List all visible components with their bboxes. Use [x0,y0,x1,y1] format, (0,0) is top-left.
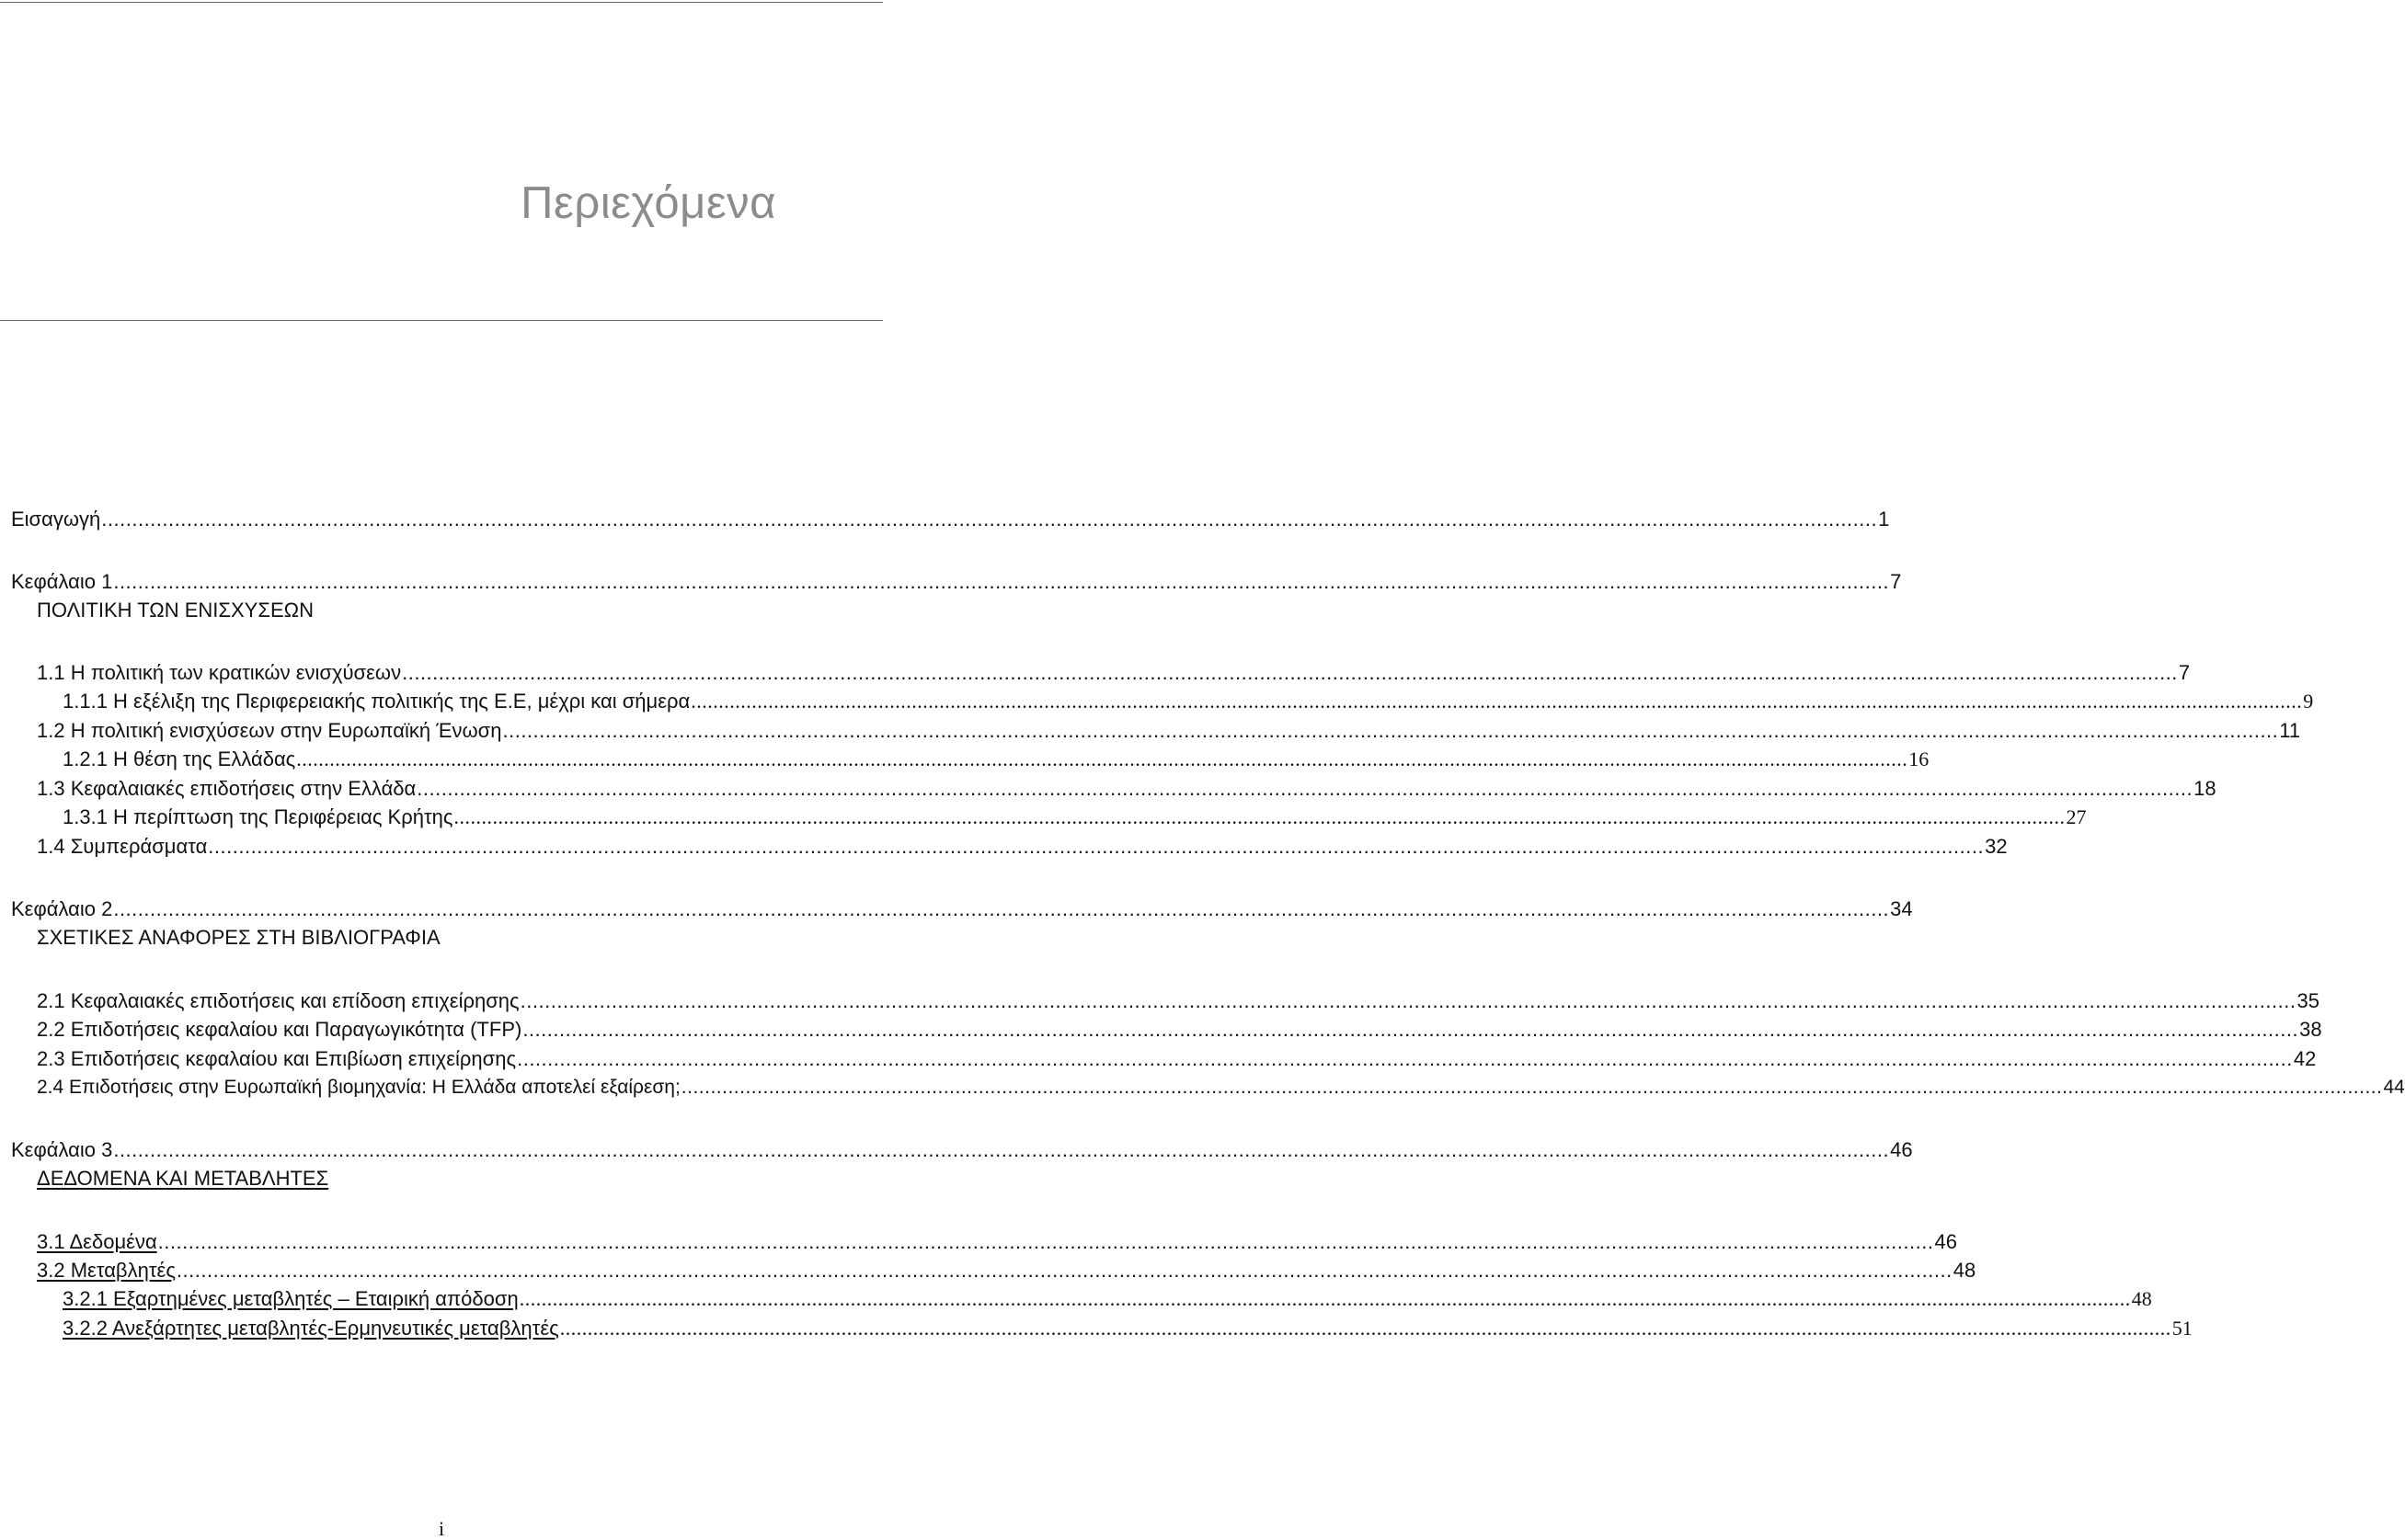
dot-leader: .................................................................................................................................................................................................................................................................................................... [519,1287,2131,1310]
toc-entry-page: 9 [2303,690,2314,713]
dot-leader: .................................................................................................................................................................................................................................................................................................... [113,570,1890,593]
chapter-1-heading: ΠΟΛΙΤΙΚΗ ΤΩΝ ΕΝΙΣΧΥΣΕΩΝ [37,599,314,622]
toc-entry-label: 3.2.1 Εξαρτημένες μεταβλητές – Εταιρική απόδοση [63,1287,519,1310]
toc-entry-1-2[interactable] [37,717,2301,745]
toc-entry-label: 1.1 Η πολιτική των κρατικών ενισχύσεων [37,661,402,684]
toc-entry-page: 7 [2178,661,2191,684]
dot-leader: .................................................................................................................................................................................................................................................................................................... [681,1077,2383,1098]
toc-entry-2-1[interactable] [37,987,2319,1015]
toc-entry-page: 34 [1890,897,1913,920]
toc-entry-page: 1 [1878,508,1890,530]
toc-entry-3-2[interactable] [37,1257,1976,1284]
toc-entry-1-2-1[interactable] [63,746,1930,773]
dot-leader: .................................................................................................................................................................................................................................................................................................... [520,989,2296,1012]
toc-entry-page: 46 [1934,1230,1957,1253]
dot-leader: .................................................................................................................................................................................................................................................................................................... [417,777,2193,800]
toc-entry-label: 2.4 Επιδοτήσεις στην Ευρωπαϊκή βιομηχανία: Η Ελλάδα αποτελεί εξαίρεση; [37,1077,681,1098]
toc-entry-label: 2.1 Κεφαλαιακές επιδοτήσεις και επίδοση επιχείρησης [37,989,520,1012]
dot-leader: .................................................................................................................................................................................................................................................................................................... [559,1317,2171,1340]
toc-entry-page: 48 [1953,1259,1976,1282]
toc-entry-page: 38 [2299,1018,2322,1041]
toc-entry-3-2-1[interactable] [63,1285,2152,1313]
toc-entry-1-1-1[interactable] [63,688,2314,715]
dot-leader: .................................................................................................................................................................................................................................................................................................... [296,747,1908,770]
page-number: i [438,1517,445,1540]
toc-entry-page: 7 [1890,570,1902,593]
toc-entry-label: 2.3 Επιδοτήσεις κεφαλαίου και Επιβίωση επιχείρησης [37,1047,517,1070]
toc-entry-page: 48 [2131,1287,2152,1310]
toc-entry-label: 3.1 Δεδομένα [37,1230,157,1253]
dot-leader: .................................................................................................................................................................................................................................................................................................... [502,719,2279,742]
toc-entry-page: 27 [2066,805,2087,828]
toc-entry-1-1[interactable] [37,659,2191,687]
toc-entry-introduction[interactable] [11,506,1890,533]
dot-leader: .................................................................................................................................................................................................................................................................................................... [522,1018,2299,1041]
toc-entry-page: 42 [2293,1047,2317,1070]
toc-entry-2-3[interactable] [37,1045,2317,1073]
toc-entry-2-2[interactable] [37,1016,2322,1044]
dot-leader: .................................................................................................................................................................................................................................................................................................... [208,835,1985,858]
dot-leader: .................................................................................................................................................................................................................................................................................................... [691,690,2303,713]
title-rule [0,320,883,321]
top-rule [0,2,883,3]
toc-entry-3-1[interactable] [37,1228,1957,1256]
dot-leader: .................................................................................................................................................................................................................................................................................................... [113,897,1890,920]
toc-entry-label: 1.2 Η πολιτική ενισχύσεων στην Ευρωπαϊκή Ένωση [37,719,502,742]
toc-entry-label: 1.1.1 Η εξέλιξη της Περιφερειακής πολιτικής της Ε.Ε, μέχρι και σήμερα [63,690,691,713]
toc-entry-3-2-2[interactable] [63,1315,2193,1342]
toc-entry-page: 44 [2383,1077,2405,1098]
dot-leader: .................................................................................................................................................................................................................................................................................................... [101,508,1878,530]
toc-entry-chapter-1[interactable] [11,568,1902,596]
dot-leader: .................................................................................................................................................................................................................................................................................................... [453,805,2066,828]
toc-entry-label: Κεφάλαιο 1 [11,570,113,593]
dot-leader: .................................................................................................................................................................................................................................................................................................... [176,1259,1953,1282]
toc-entry-page: 11 [2279,719,2301,742]
toc-entry-2-4[interactable] [37,1074,2405,1101]
toc-entry-label: Κεφάλαιο 3 [11,1138,113,1161]
toc-entry-page: 16 [1908,747,1930,770]
toc-entry-1-3[interactable] [37,775,2216,803]
toc-entry-chapter-2[interactable] [11,895,1913,923]
toc-entry-label: 2.2 Επιδοτήσεις κεφαλαίου και Παραγωγικότητα (TFP) [37,1018,522,1041]
toc-entry-label: 1.3.1 Η περίπτωση της Περιφέρειας Κρήτης [63,805,453,828]
toc-entry-1-3-1[interactable] [63,804,2087,831]
toc-entry-label: Εισαγωγή [11,508,101,530]
toc-entry-1-4[interactable] [37,833,2008,861]
page-title: Περιεχόμενα [521,178,776,228]
dot-leader: .................................................................................................................................................................................................................................................................................................... [517,1047,2293,1070]
toc-entry-page: 32 [1985,835,2008,858]
dot-leader: .................................................................................................................................................................................................................................................................................................... [113,1138,1890,1161]
toc-entry-label: 3.2 Μεταβλητές [37,1259,176,1282]
dot-leader: .................................................................................................................................................................................................................................................................................................... [402,661,2178,684]
toc-entry-page: 35 [2296,989,2319,1012]
chapter-3-heading: ΔΕΔΟΜΕΝΑ ΚΑΙ ΜΕΤΑΒΛΗΤΕΣ [37,1167,329,1190]
toc-entry-page: 46 [1890,1138,1913,1161]
toc-entry-page: 18 [2193,777,2216,800]
toc-entry-page: 51 [2171,1317,2193,1340]
toc-entry-label: 1.2.1 Η θέση της Ελλάδας [63,747,296,770]
toc-entry-label: 1.3 Κεφαλαιακές επιδοτήσεις στην Ελλάδα [37,777,417,800]
chapter-2-heading: ΣΧΕΤΙΚΕΣ ΑΝΑΦΟΡΕΣ ΣΤΗ ΒΙΒΛΙΟΓΡΑΦΙΑ [37,926,441,949]
toc-entry-label: 3.2.2 Ανεξάρτητες μεταβλητές-Ερμηνευτικές μεταβλητές [63,1317,559,1340]
toc-entry-label: 1.4 Συμπεράσματα [37,835,208,858]
toc-entry-label: Κεφάλαιο 2 [11,897,113,920]
dot-leader: .................................................................................................................................................................................................................................................................................................... [157,1230,1934,1253]
toc-entry-chapter-3[interactable] [11,1136,1913,1164]
